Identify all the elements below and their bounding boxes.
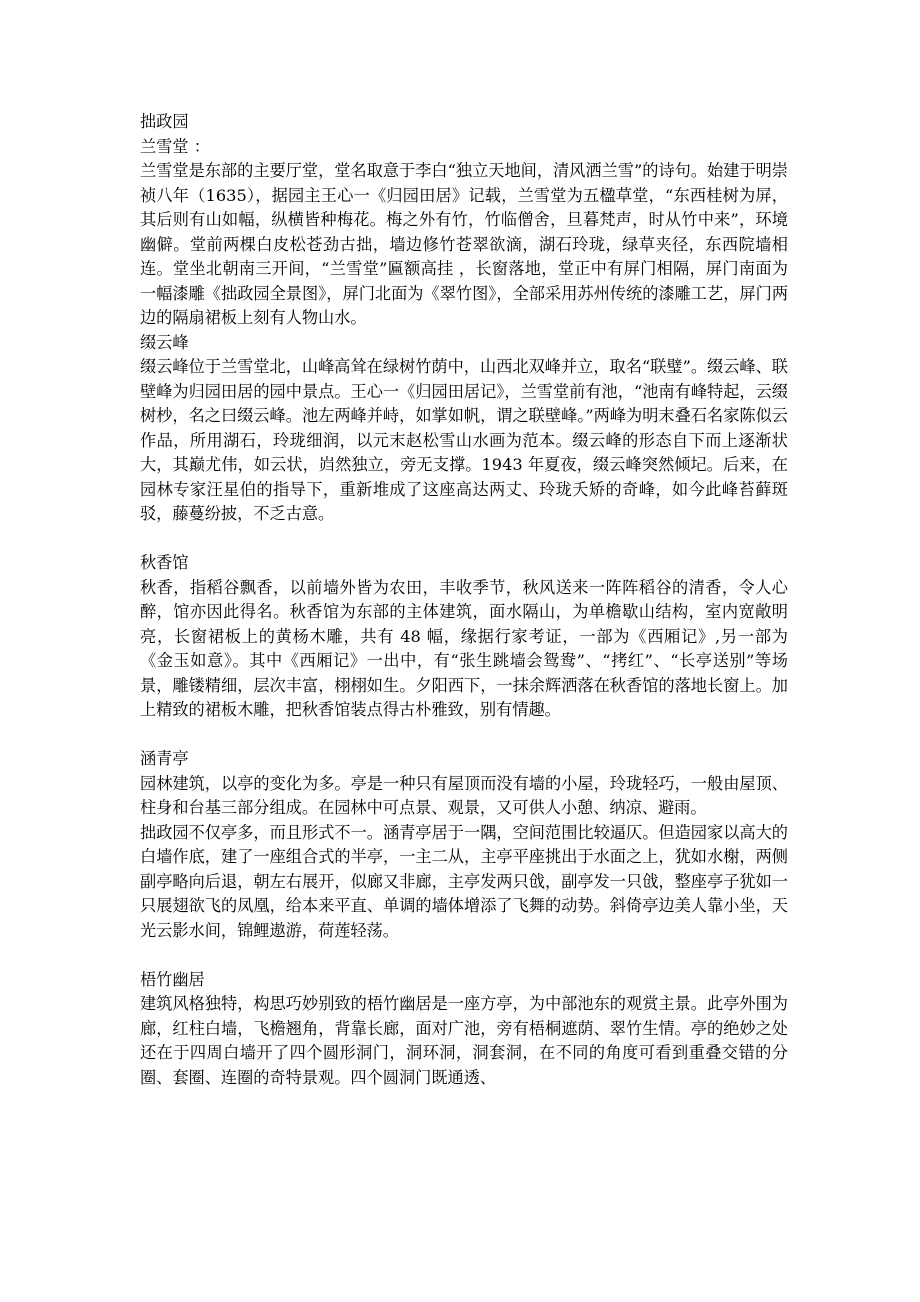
section-heading-wuzhuyouju: 梧竹幽居 [140,969,205,989]
paragraph-zhuiyunfeng: 缀云峰位于兰雪堂北，山峰高耸在绿树竹荫中，山西北双峰并立，取名“联璧”。缀云峰、联壁峰为归园田居的园中景点。王心一《归园田居记》，兰雪堂前有池，“池南有峰特起，云缀树杪，名之曰缀云峰。池左两峰并峙，如掌如帆，谓之联壁峰。”两峰为明末叠石名家陈似云作品，所用湖石，玲珑细润，以元末赵松雪山水画为范本。缀云峰的形态自下而上逐渐状大，其巅尤伟，如云状，岿然独立，旁无支撑。1943 年夏夜，缀云峰突然倾圮。后来，在园林专家汪星伯的指导下，重新堆成了这座高达两丈、玲珑夭矫的奇峰，如今此峰苔藓斑驳，藤蔓纷披，不乏古意。 [140,357,788,523]
document-page [140,110,788,1090]
paragraph-wuzhuyouju: 建筑风格独特，构思巧妙别致的梧竹幽居是一座方亭，为中部池东的观赏主景。此亭外围为廊，红柱白墙，飞檐翘角，背靠长廊，面对广池，旁有梧桐遮荫、翠竹生情。亭的绝妙之处还在于四周白墙开了四个圆形洞门，洞环洞，洞套洞，在不同的角度可看到重叠交错的分圈、套圈、连圈的奇特景观。四个圆洞门既通透、 [140,994,788,1087]
section-heading-zhuiyunfeng: 缀云峰 [140,332,189,352]
section-heading-hanqingting: 涵青亭 [140,749,189,768]
paragraph-hanqingting-2: 拙政园不仅亭多，而且形式不一。涵青亭居于一隅，空间范围比较逼仄。但造园家以高大的白墙作底，建了一座组合式的半亭，一主二从，主亭平座挑出于水面之上，犹如水榭，两侧副亭略向后退，朝左右展开，似廊又非廊，主亭发两只戗，副亭发一只戗，整座亭子犹如一只展翅欲飞的凤凰，给本来平直、单调的墙体增添了飞舞的动势。斜倚亭边美人靠小坐，天光云影水间，锦鲤遨游，荷莲轻荡。 [140,822,788,940]
section-spacer [140,527,788,552]
section-heading-qiuxiangguan: 秋香馆 [140,553,189,572]
section-heading-lanxuetang: 兰雪堂 ： [140,136,210,156]
section-spacer [140,943,788,968]
paragraph-qiuxiangguan: 秋香，指稻谷飘香，以前墙外皆为农田，丰收季节，秋风送来一阵阵稻谷的清香，令人心醉，馆亦因此得名。秋香馆为东部的主体建筑，面水隔山，为单檐歇山结构，室内宽敞明亮，长窗裙板上的黄杨木雕，共有 48 幅，缘据行家考证，一部为《西厢记》,另一部为《金玉如意》。其中《西厢记》一出中，有“张生跳墙会鸳鸯”、“拷红”、“长亭送别”等场景，雕镂精细，层次丰富，栩栩如生。夕阳西下，一抹余辉洒落在秋香馆的落地长窗上。加上精致的裙板木雕，把秋香馆装点得古朴雅致，别有情趣。 [140,577,788,719]
paragraph-hanqingting-1: 园林建筑，以亭的变化为多。亭是一种只有屋顶而没有墙的小屋，玲珑轻巧，一般由屋顶、柱身和台基三部分组成。在园林中可点景、观景，又可供人小憩、纳凉、避雨。 [140,773,788,817]
paragraph-lanxuetang: 兰雪堂是东部的主要厅堂，堂名取意于李白“独立天地间，清风洒兰雪”的诗句。始建于明崇祯八年（1635），据园主王心一《归园田居》记载，兰雪堂为五楹草堂，“东西桂树为屏，其后则有山如幅，纵横皆种梅花。梅之外有竹，竹临僧舍，旦暮梵声，时从竹中来”，环境幽僻。堂前两棵白皮松苍劲古拙，墙边修竹苍翠欲滴，湖石玲珑，绿草夹径，东西院墙相连。堂坐北朝南三开间，“兰雪堂”匾额高挂 ，长窗落地，堂正中有屏门相隔，屏门南面为一幅漆雕《拙政园全景图》，屏门北面为《翠竹图》，全部采用苏州传统的漆雕工艺，屏门两边的隔扇裙板上刻有人物山水。 [140,161,788,327]
document-title: 拙政园 [140,112,189,131]
section-spacer [140,723,788,748]
